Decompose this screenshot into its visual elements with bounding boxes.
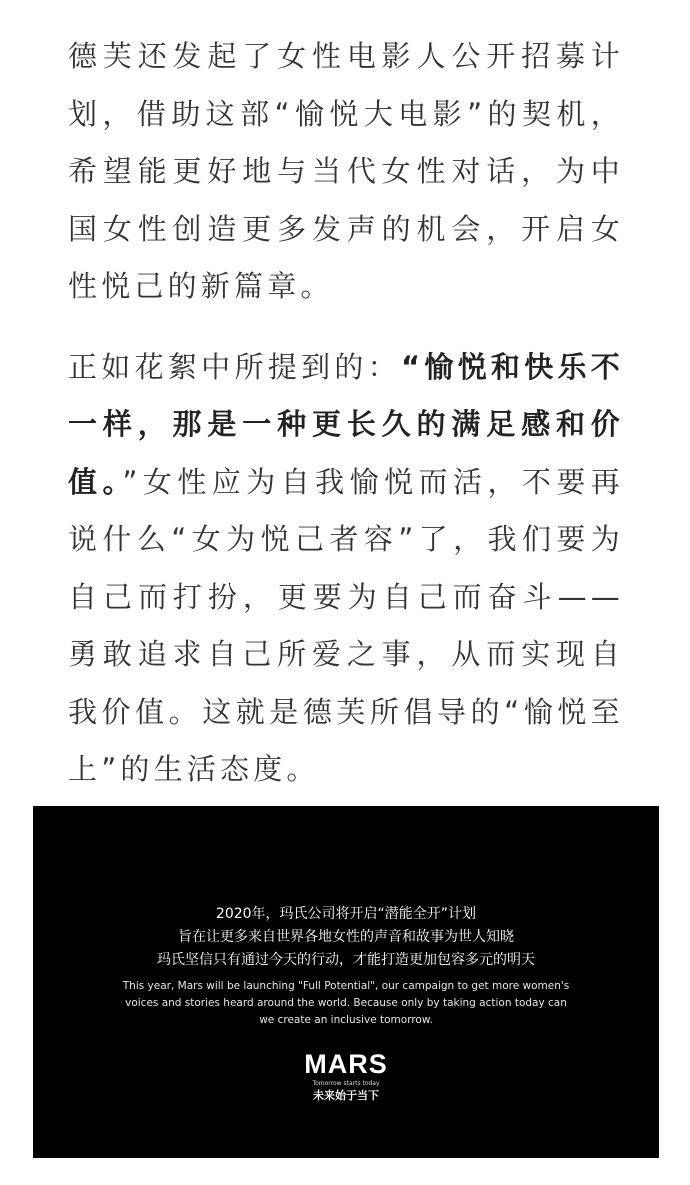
english-caption xyxy=(33,978,659,1029)
caption-line: 2020年，玛氏公司将开启“潜能全开”计划 xyxy=(215,906,477,922)
video-still xyxy=(33,806,659,1158)
article-paragraph xyxy=(68,339,624,799)
paragraph-lead-text: 正如花絮中所提到的： xyxy=(68,349,401,384)
article-body xyxy=(68,28,624,799)
paragraph-text: 德芙还发起了女性电影人公开招募计划，借助这部“愉悦大电影”的契机，希望能更好地与当代女性对话，为中国女性创造更多发声的机会，开启女性悦己的新篇章。 xyxy=(68,39,624,303)
caption-line: This year, Mars will be launching "Full Potential", our campaign to get more women's xyxy=(122,980,570,992)
brand-tagline-chinese: 未来始于当下 xyxy=(313,1089,379,1102)
mars-brand-block xyxy=(33,1049,659,1103)
paragraph-text: ”女性应为自我愉悦而活，不要再说什么“女为悦己者容”了，我们要为自己而打扮，更要为自己而奋斗——勇敢追求自己所爱之事，从而实现自我价值。这就是德芙所倡导的“愉悦至上”的生活态度。 xyxy=(68,464,625,786)
article-paragraph xyxy=(68,28,624,316)
caption-line: voices and stories heard around the world. Because only by taking action today can xyxy=(125,997,567,1009)
caption-line: we create an inclusive tomorrow. xyxy=(259,1014,433,1026)
brand-tagline: Tomorrow starts today xyxy=(312,1080,380,1087)
caption-line: 玛氏坚信只有通过今天的行动，才能打造更加包容多元的明天 xyxy=(157,952,535,968)
mars-logo: MARS xyxy=(304,1049,388,1079)
caption-line: 旨在让更多来自世界各地女性的声音和故事为世人知晓 xyxy=(178,929,514,945)
chinese-caption xyxy=(33,903,659,972)
bold-quote: “愉悦和快乐不一样，那是一种更长久的满足感和价值。 xyxy=(68,349,624,499)
